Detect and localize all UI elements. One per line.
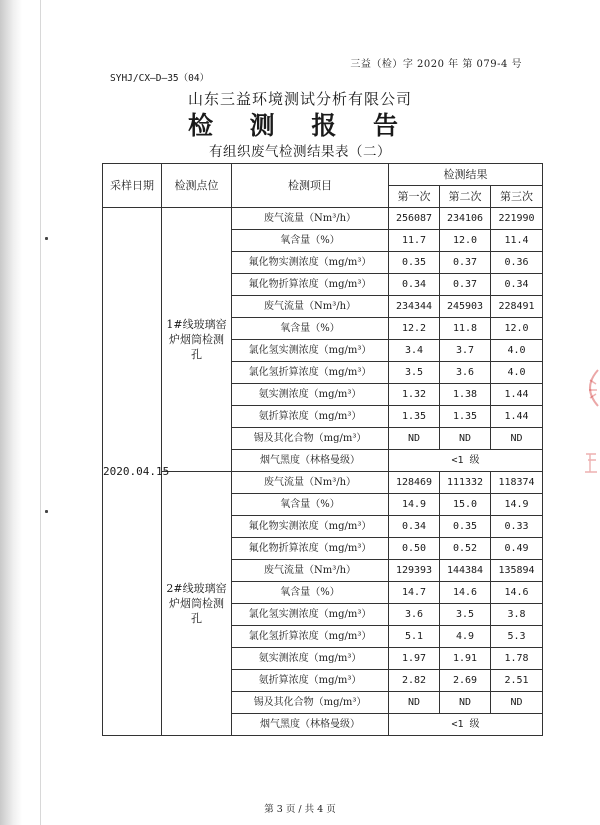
header-test-results: 检测结果 <box>389 164 543 186</box>
test-item-cell: 氧含量（%） <box>232 230 389 252</box>
result-second-cell: 3.6 <box>440 362 491 384</box>
result-second-cell: 0.52 <box>440 538 491 560</box>
test-item-cell: 氧含量（%） <box>232 582 389 604</box>
result-second-cell: 0.37 <box>440 274 491 296</box>
test-item-cell: 氨实测浓度（mg/m³） <box>232 648 389 670</box>
result-first-cell: 14.9 <box>389 494 440 516</box>
result-second-cell: 12.0 <box>440 230 491 252</box>
test-item-cell: 氧含量（%） <box>232 318 389 340</box>
result-second-cell: 4.9 <box>440 626 491 648</box>
result-third-cell: 5.3 <box>491 626 543 648</box>
result-second-cell: 0.35 <box>440 516 491 538</box>
table-subtitle: 有组织废气检测结果表（二） <box>209 144 391 160</box>
result-third-cell: ND <box>491 692 543 714</box>
result-third-cell: 1.78 <box>491 648 543 670</box>
test-item-cell: 氨实测浓度（mg/m³） <box>232 384 389 406</box>
test-item-cell: 氟化物实测浓度（mg/m³） <box>232 252 389 274</box>
test-item-cell: 氯化氢实测浓度（mg/m³） <box>232 604 389 626</box>
test-item-cell: 氯化氢实测浓度（mg/m³） <box>232 340 389 362</box>
result-first-cell: 0.35 <box>389 252 440 274</box>
result-third-cell: 14.6 <box>491 582 543 604</box>
test-item-cell: 氟化物实测浓度（mg/m³） <box>232 516 389 538</box>
report-title: 检 测 报 告 <box>187 111 413 140</box>
sampling-date-cell: 2020.04.15 <box>103 208 162 736</box>
header-test-site: 检测点位 <box>162 164 232 208</box>
result-third-cell: 3.8 <box>491 604 543 626</box>
result-second-cell: 144384 <box>440 560 491 582</box>
result-second-cell: 111332 <box>440 472 491 494</box>
result-third-cell: 118374 <box>491 472 543 494</box>
result-merged-cell: <1 级 <box>389 714 543 736</box>
result-first-cell: 3.4 <box>389 340 440 362</box>
result-third-cell: 1.44 <box>491 384 543 406</box>
header-third: 第三次 <box>491 186 543 208</box>
result-second-cell: 11.8 <box>440 318 491 340</box>
result-third-cell: 228491 <box>491 296 543 318</box>
header-test-item: 检测项目 <box>232 164 389 208</box>
result-third-cell: 0.34 <box>491 274 543 296</box>
result-first-cell: 2.82 <box>389 670 440 692</box>
result-first-cell: 0.50 <box>389 538 440 560</box>
scan-speck <box>45 237 48 240</box>
test-site-cell: 2#线玻璃窑炉烟筒检测孔 <box>162 472 232 736</box>
test-item-cell: 废气流量（Nm³/h） <box>232 472 389 494</box>
result-second-cell: 3.7 <box>440 340 491 362</box>
result-second-cell: 234106 <box>440 208 491 230</box>
test-site-cell: 1#线玻璃窑炉烟筒检测孔 <box>162 208 232 472</box>
result-second-cell: 1.38 <box>440 384 491 406</box>
header-second: 第二次 <box>440 186 491 208</box>
table-row <box>103 208 543 230</box>
result-second-cell: ND <box>440 692 491 714</box>
test-item-cell: 氨折算浓度（mg/m³） <box>232 406 389 428</box>
stamp-fragment <box>578 368 600 412</box>
result-first-cell: 12.2 <box>389 318 440 340</box>
test-item-cell: 锡及其化合物（mg/m³） <box>232 692 389 714</box>
test-item-cell: 烟气黑度（林格曼级） <box>232 714 389 736</box>
test-item-cell: 氯化氢折算浓度（mg/m³） <box>232 626 389 648</box>
result-third-cell: 4.0 <box>491 362 543 384</box>
result-third-cell: 1.44 <box>491 406 543 428</box>
result-second-cell: 0.37 <box>440 252 491 274</box>
test-item-cell: 烟气黑度（林格曼级） <box>232 450 389 472</box>
stamp-fragment <box>580 450 600 480</box>
result-third-cell: 11.4 <box>491 230 543 252</box>
result-merged-cell: <1 级 <box>389 450 543 472</box>
document-id: SYHJ/CX—D—35（04） <box>110 73 210 84</box>
test-item-cell: 锡及其化合物（mg/m³） <box>232 428 389 450</box>
result-third-cell: 2.51 <box>491 670 543 692</box>
result-first-cell: ND <box>389 428 440 450</box>
test-item-cell: 氟化物折算浓度（mg/m³） <box>232 274 389 296</box>
result-second-cell: 15.0 <box>440 494 491 516</box>
result-first-cell: 1.97 <box>389 648 440 670</box>
results-body <box>103 208 543 736</box>
test-item-cell: 氟化物折算浓度（mg/m³） <box>232 538 389 560</box>
result-second-cell: 1.35 <box>440 406 491 428</box>
result-second-cell: 14.6 <box>440 582 491 604</box>
result-first-cell: 3.5 <box>389 362 440 384</box>
result-third-cell: 0.33 <box>491 516 543 538</box>
result-third-cell: 0.36 <box>491 252 543 274</box>
scan-speck <box>45 510 48 513</box>
result-first-cell: 0.34 <box>389 516 440 538</box>
result-first-cell: 0.34 <box>389 274 440 296</box>
result-second-cell: ND <box>440 428 491 450</box>
report-number: 三益（检）字 2020 年 第 079-4 号 <box>350 59 522 70</box>
result-third-cell: 135894 <box>491 560 543 582</box>
page-footer: 第 3 页 / 共 4 页 <box>264 804 336 815</box>
header-first: 第一次 <box>389 186 440 208</box>
result-first-cell: 128469 <box>389 472 440 494</box>
result-first-cell: 5.1 <box>389 626 440 648</box>
result-first-cell: 1.32 <box>389 384 440 406</box>
result-second-cell: 3.5 <box>440 604 491 626</box>
test-item-cell: 废气流量（Nm³/h） <box>232 560 389 582</box>
result-third-cell: 12.0 <box>491 318 543 340</box>
result-third-cell: 0.49 <box>491 538 543 560</box>
result-third-cell: 221990 <box>491 208 543 230</box>
result-first-cell: 3.6 <box>389 604 440 626</box>
test-item-cell: 氧含量（%） <box>232 494 389 516</box>
result-third-cell: 14.9 <box>491 494 543 516</box>
header-sampling-date: 采样日期 <box>103 164 162 208</box>
result-first-cell: 256087 <box>389 208 440 230</box>
result-first-cell: 129393 <box>389 560 440 582</box>
test-item-cell: 氯化氢折算浓度（mg/m³） <box>232 362 389 384</box>
test-item-cell: 废气流量（Nm³/h） <box>232 296 389 318</box>
result-third-cell: 4.0 <box>491 340 543 362</box>
result-first-cell: 234344 <box>389 296 440 318</box>
company-name: 山东三益环境测试分析有限公司 <box>187 90 412 108</box>
result-third-cell: ND <box>491 428 543 450</box>
result-second-cell: 2.69 <box>440 670 491 692</box>
test-item-cell: 废气流量（Nm³/h） <box>232 208 389 230</box>
result-first-cell: ND <box>389 692 440 714</box>
result-first-cell: 11.7 <box>389 230 440 252</box>
result-first-cell: 1.35 <box>389 406 440 428</box>
test-item-cell: 氨折算浓度（mg/m³） <box>232 670 389 692</box>
result-second-cell: 1.91 <box>440 648 491 670</box>
result-second-cell: 245903 <box>440 296 491 318</box>
result-first-cell: 14.7 <box>389 582 440 604</box>
results-table <box>102 163 543 736</box>
